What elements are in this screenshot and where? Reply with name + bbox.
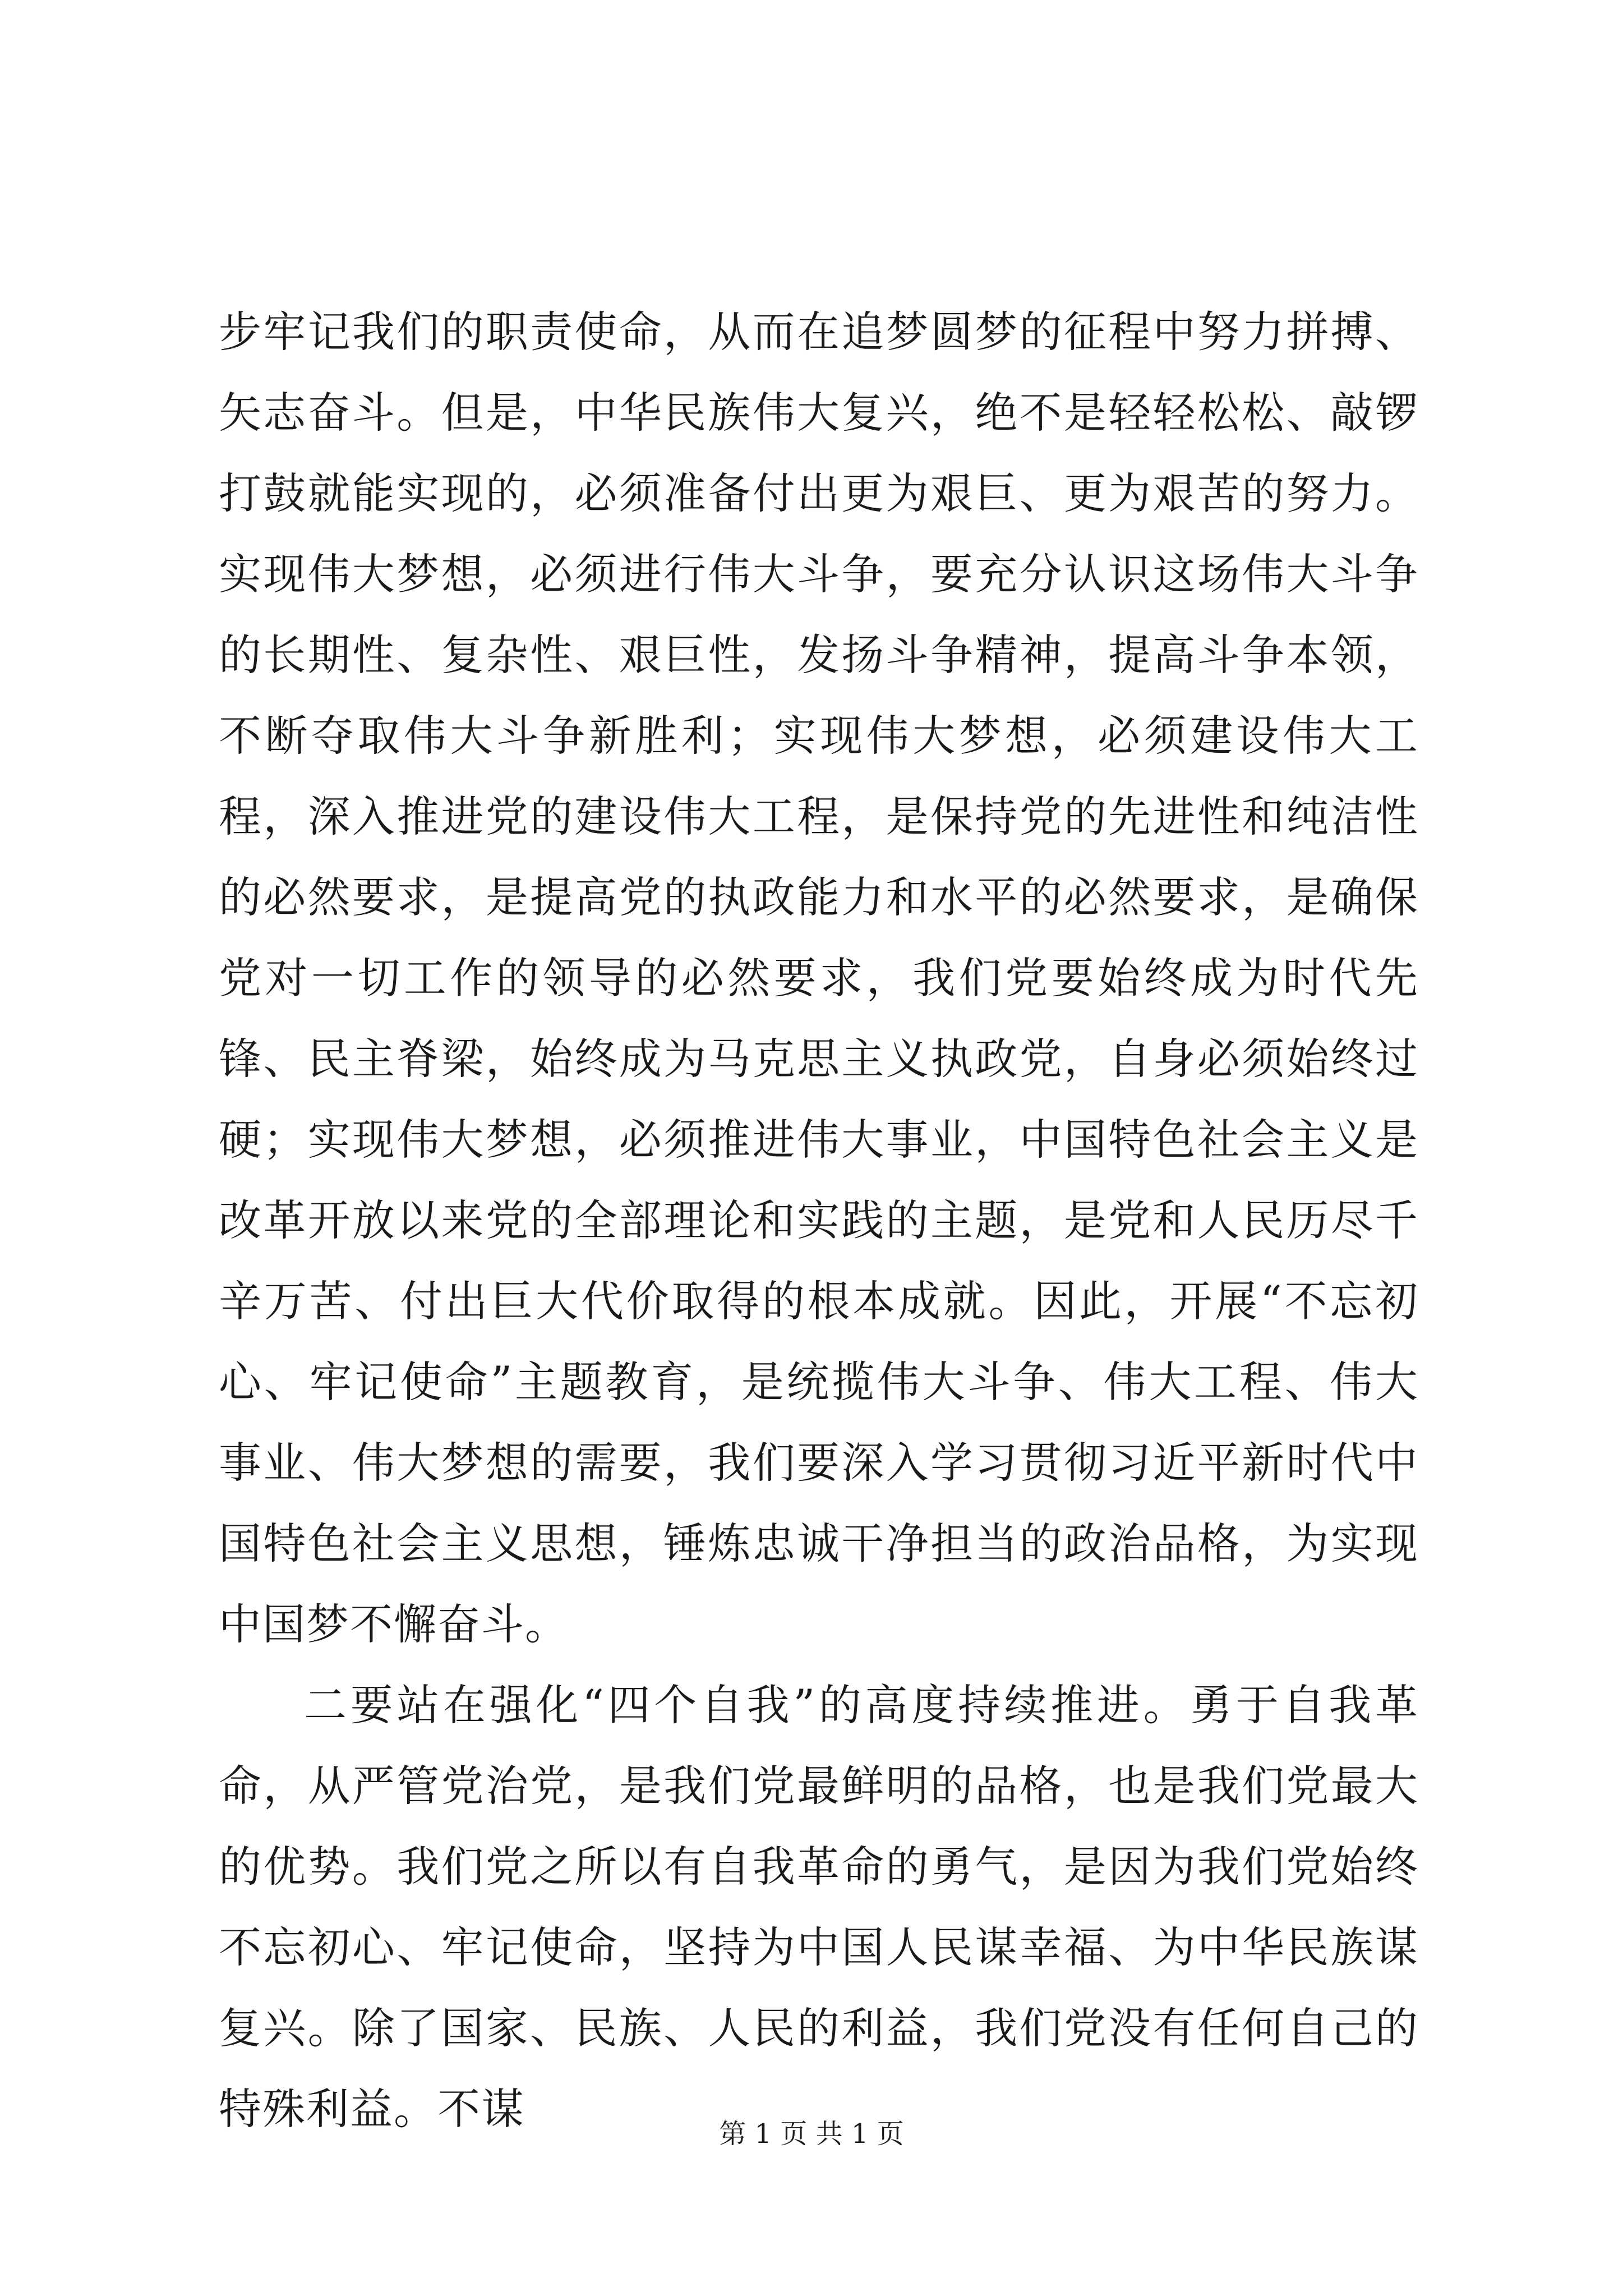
page-footer: 第 1 页 共 1 页: [719, 2118, 904, 2150]
paragraph-1: 步牢记我们的职责使命，从而在追梦圆梦的征程中努力拼搏、矢志奋斗。但是，中华民族伟大复兴，绝不是轻轻松松、敲锣打鼓就能实现的，必须准备付出更为艰巨、更为艰苦的努力。实现伟大梦想，必须进行伟大斗争，要充分认识这场伟大斗争的长期性、复杂性、艰巨性，发扬斗争精神，提高斗争本领，不断夺取伟大斗争新胜利；实现伟大梦想，必须建设伟大工程，深入推进党的建设伟大工程，是保持党的先进性和纯洁性的必然要求，是提高党的执政能力和水平的必然要求，是确保党对一切工作的领导的必然要求，我们党要始终成为时代先锋、民主脊梁，始终成为马克思主义执政党，自身必须始终过硬；实现伟大梦想，必须推进伟大事业，中国特色社会主义是改革开放以来党的全部理论和实践的主题，是党和人民历尽千辛万苦、付出巨大代价取得的根本成就。因此，开展“不忘初心、牢记使命”主题教育，是统揽伟大斗争、伟大工程、伟大事业、伟大梦想的需要，我们要深入学习贯彻习近平新时代中国特色社会主义思想，锤炼忠诚干净担当的政治品格，为实现中国梦不懈奋斗。: [219, 307, 1419, 1649]
paragraph-2: 二要站在强化“四个自我”的高度持续推进。勇于自我革命，从严管党治党，是我们党最鲜明的品格，也是我们党最大的优势。我们党之所以有自我革命的勇气，是因为我们党始终不忘初心、牢记使命，坚持为中国人民谋幸福、为中华民族谋复兴。除了国家、民族、人民的利益，我们党没有任何自己的特殊利益。不谋: [219, 1680, 1419, 2134]
document-body: [219, 292, 1419, 2150]
